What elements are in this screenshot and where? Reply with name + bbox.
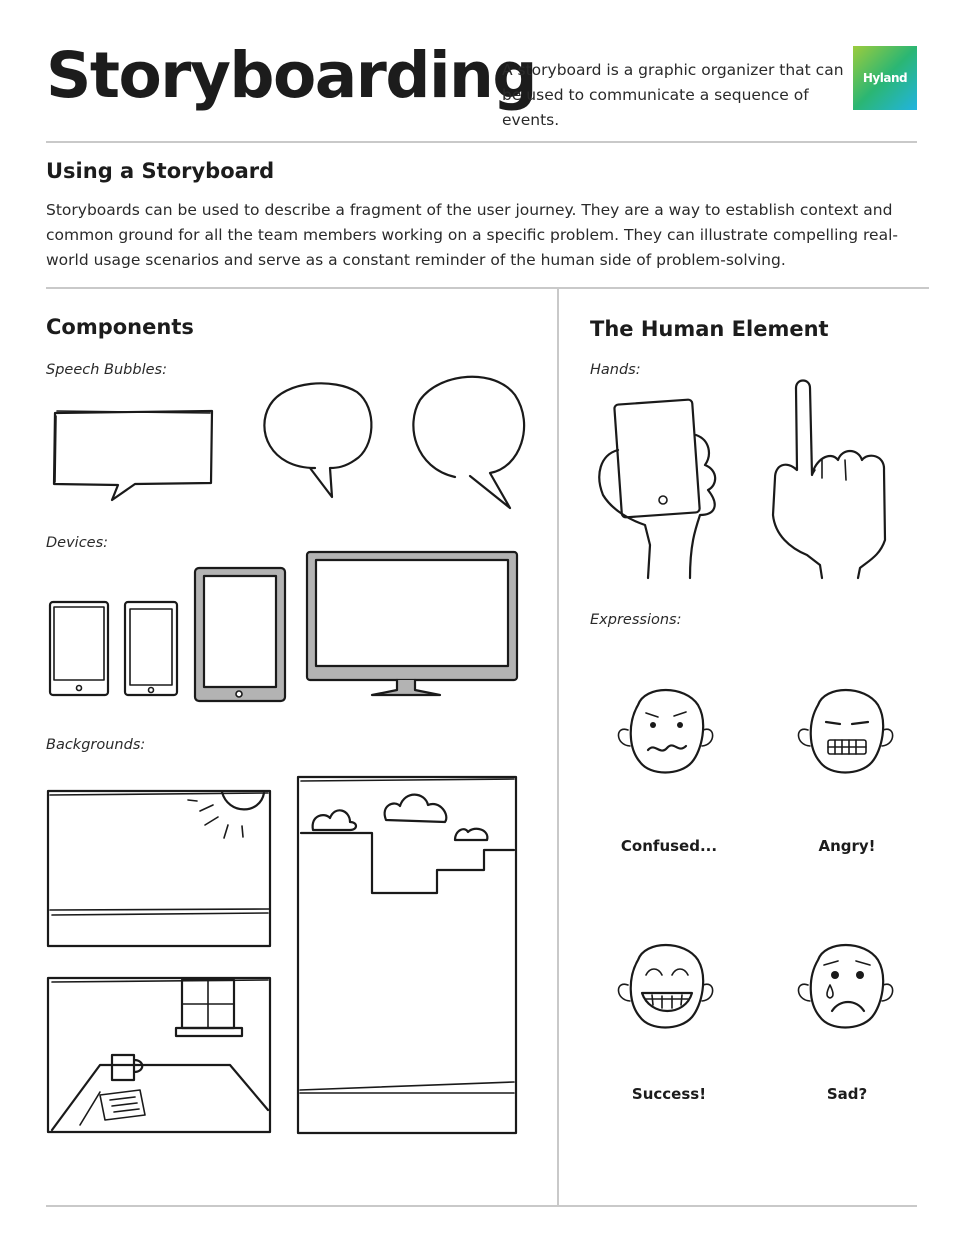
label-expressions: Expressions: xyxy=(590,612,682,628)
caption-success: Success! xyxy=(631,1085,707,1103)
section-heading-components: Components xyxy=(46,315,194,339)
face-sad xyxy=(790,935,900,1035)
intro-text: A storyboard is a graphic organizer that can be used to communicate a sequence of events. xyxy=(502,61,844,129)
face-angry xyxy=(790,680,900,780)
caption-sad: Sad? xyxy=(826,1085,868,1103)
label-hands: Hands: xyxy=(590,362,641,378)
face-success xyxy=(610,935,720,1035)
using-body-text: Storyboards can be used to describe a fragment of the user journey. They are a way to establish context and common ground for all the team members working on a specific problem. They can illustrate compelling real-world usage scenarios and serve as a constant reminder of the human side of problem-solving. xyxy=(46,201,898,269)
section-heading-human-element: The Human Element xyxy=(590,317,829,341)
label-speech-bubbles: Speech Bubbles: xyxy=(46,362,167,378)
section-heading-using: Using a Storyboard xyxy=(46,159,275,183)
page-title: Storyboarding xyxy=(46,39,537,112)
hyland-logo: Hyland xyxy=(853,46,917,110)
caption-confused: Confused... xyxy=(620,837,718,855)
caption-angry: Angry! xyxy=(818,837,876,855)
label-backgrounds: Backgrounds: xyxy=(46,737,146,753)
label-devices: Devices: xyxy=(46,535,109,551)
face-confused xyxy=(610,680,720,780)
